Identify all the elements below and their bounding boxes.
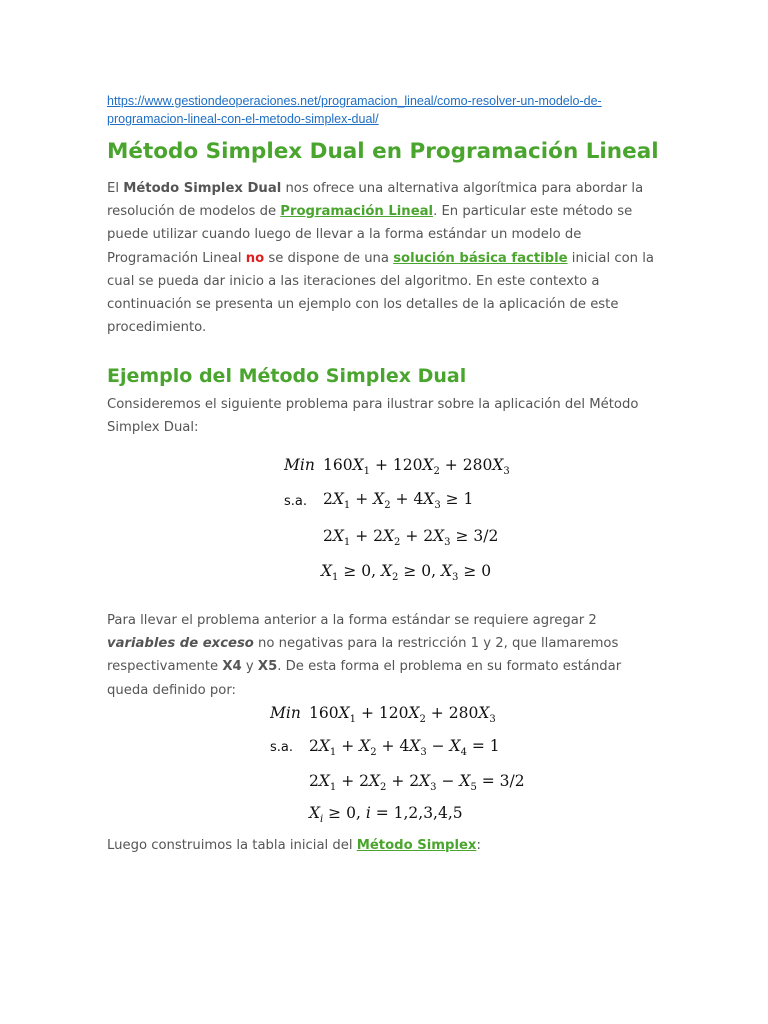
model2-constraint-1: $2X_1 + X_2 + 4X_3 - X_4 = 1$ [309, 737, 500, 759]
example-heading: Ejemplo del Método Simplex Dual [107, 365, 467, 387]
standard-form-paragraph: Para llevar el problema anterior a la forma estándar se requiere agregar 2 variables de exceso no negativas para la restricción 1 y 2, que llamaremos respectivamente X4 y X5. De esta forma el problema en su formato estándar queda definido por: [107, 613, 622, 698]
model2-nonnegativity: $X_i \ge 0$, i = 1,2,3,4,5 [309, 804, 463, 826]
closing-paragraph: Luego construimos la tabla inicial del Método Simplex: [107, 838, 481, 853]
no-emphasis: no [245, 250, 265, 266]
source-url-link[interactable] [107, 92, 667, 128]
x4-bold: X4 [222, 659, 242, 675]
intro-paragraph: El Método Simplex Dual nos ofrece una alternativa algorítmica para abordar la resolución de modelos de Programación Lineal. En particular este método se puede utilizar cuando luego de llevar a la forma estándar un modelo de Programación Lineal no se dispone de una solución básica factible inicial con la cual se pueda dar inicio a las iteraciones del algoritmo. En este contexto a continuación se presenta un ejemplo con los detalles de la aplicación de este procedimiento. [107, 181, 654, 336]
page-title: Método Simplex Dual en Programación Lineal [107, 139, 659, 164]
model2-objective: $160X_1 + 120X_2 + 280X_3$ [309, 704, 496, 726]
simplex-dual-bold: Método Simplex Dual [123, 181, 282, 196]
model2-sa-label: s.a. [270, 740, 294, 755]
model1-min-label: Min [284, 456, 315, 474]
x5-bold: X5 [257, 659, 278, 675]
metodo-simplex-link[interactable]: Método Simplex [356, 838, 477, 853]
model2-constraint-2: $2X_1 + 2X_2 + 2X_3 - X_5 = 3/2$ [309, 772, 525, 794]
variables-exceso-bold: variables de exceso [107, 636, 254, 652]
model1-constraint-2: $2X_1 + 2X_2 + 2X_3 \ge 3/2$ [323, 527, 499, 549]
programacion-lineal-link[interactable]: Programación Lineal [280, 204, 434, 220]
model1-constraint-1: $2X_1 + X_2 + 4X_3 \ge 1$ [323, 490, 474, 512]
solucion-basica-link[interactable]: solución básica factible [393, 250, 568, 266]
source-url-line2[interactable]: programacion-lineal-con-el-metodo-simplex-dual/ [107, 112, 379, 126]
source-url-line1[interactable]: https://www.gestiondeoperaciones.net/programacion_lineal/como-resolver-un-modelo-de- [107, 94, 602, 108]
model1-nonnegativity: $X_1 \ge 0$, $X_2 \ge 0$, $X_3 \ge 0$ [321, 562, 492, 584]
model2-min-label: Min [270, 704, 301, 722]
model1-sa-label: s.a. [284, 494, 308, 509]
example-paragraph: Consideremos el siguiente problema para ilustrar sobre la aplicación del Método Simplex Dual: [107, 397, 639, 436]
model1-objective: $160X_1 + 120X_2 + 280X_3$ [323, 456, 510, 478]
